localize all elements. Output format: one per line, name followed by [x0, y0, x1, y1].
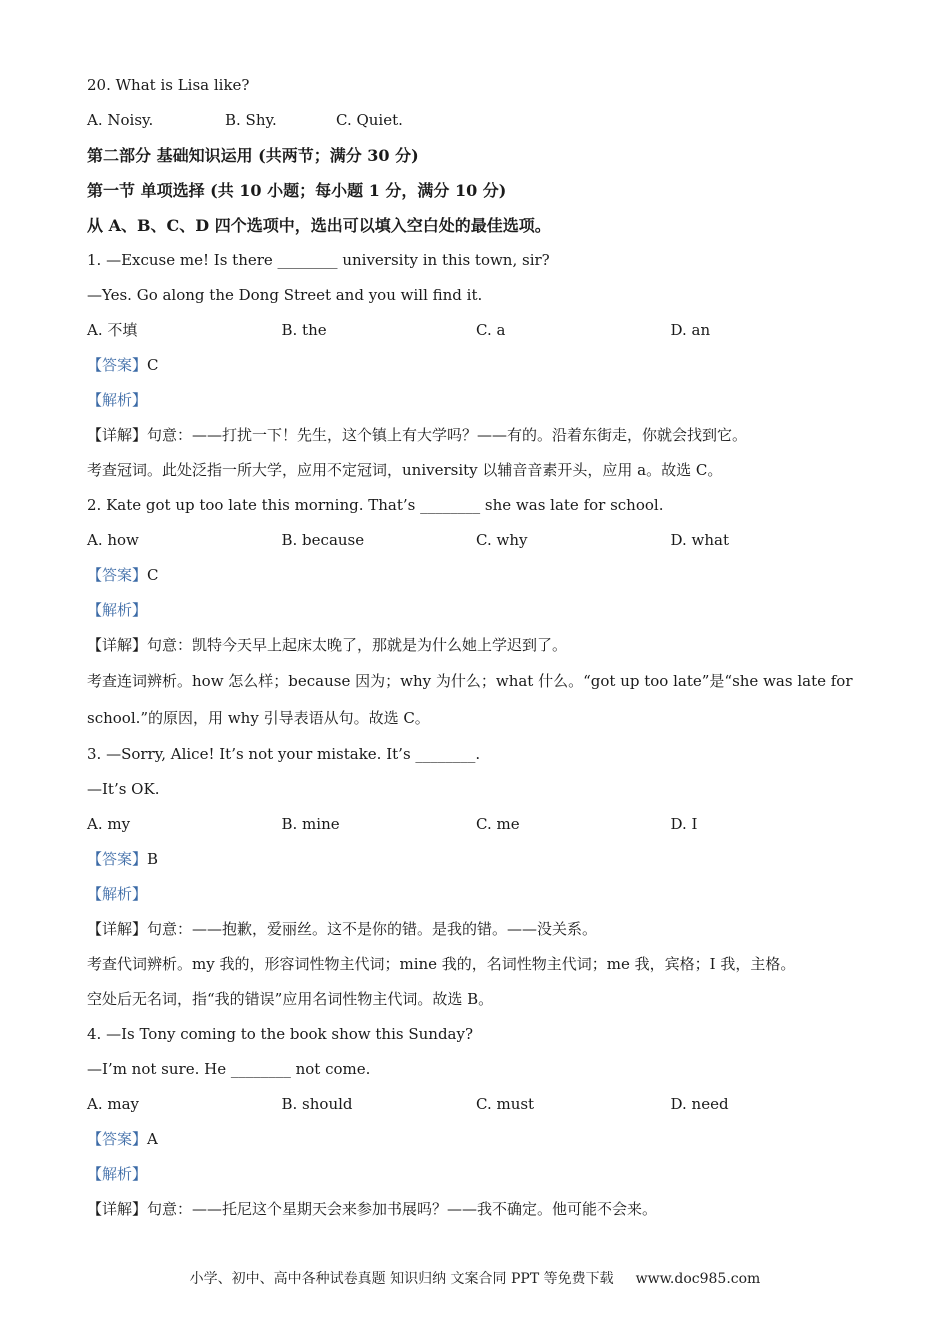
question-options	[87, 1087, 877, 1122]
option-d: D. I	[670, 815, 698, 833]
answer-line	[87, 348, 877, 383]
question-stem: —It’s OK.	[87, 780, 160, 798]
section-title: 第一节 单项选择 (共 10 小题；每小题 1 分，满分 10 分)	[87, 181, 507, 200]
explanation-line: 空处后无名词，指“我的错误”应用名词性物主代词。故选 B。	[87, 990, 494, 1008]
question-block	[87, 1017, 877, 1227]
option-c: C. a	[476, 321, 506, 339]
analysis-tag: 【解析】	[87, 885, 148, 903]
detail-tag: 【详解】	[87, 636, 148, 654]
option-a: A. my	[87, 815, 131, 833]
analysis-tag: 【解析】	[87, 1165, 148, 1183]
option-c: C. me	[476, 815, 520, 833]
q20-option-c: C. Quiet.	[336, 111, 403, 129]
option-d: D. an	[670, 321, 711, 339]
analysis-line	[87, 383, 877, 418]
detail-tag: 【详解】	[87, 920, 148, 938]
q20-options	[87, 103, 877, 138]
option-c: C. must	[476, 1095, 535, 1113]
question-options	[87, 807, 877, 842]
question-stem: 3. —Sorry, Alice! It’s not your mistake. It’s ________.	[87, 745, 481, 763]
analysis-tag: 【解析】	[87, 391, 148, 409]
option-a: A. 不填	[87, 321, 138, 339]
explanation-line: 考查代词辨析。my 我的，形容词性物主代词；mine 我的，名词性物主代词；me 我，宾格；I 我，主格。	[87, 955, 796, 973]
question-block	[87, 243, 877, 488]
answer-value: C	[147, 566, 159, 584]
option-b: B. because	[281, 531, 365, 549]
answer-line	[87, 1122, 877, 1157]
answer-value: B	[147, 850, 159, 868]
question-stem: —Yes. Go along the Dong Street and you will find it.	[87, 286, 483, 304]
answer-tag: 【答案】	[87, 356, 148, 374]
page-footer	[0, 1268, 950, 1288]
option-b: B. should	[281, 1095, 353, 1113]
instruction: 从 A、B、C、D 四个选项中，选出可以填入空白处的最佳选项。	[87, 216, 551, 235]
detail-text: 句意：凯特今天早上起床太晚了，那就是为什么她上学迟到了。	[147, 636, 568, 654]
detail-text: 句意：——打扰一下！先生，这个镇上有大学吗？——有的。沿着东街走，你就会找到它。	[147, 426, 748, 444]
q20-option-b: B. Shy.	[225, 111, 277, 129]
part-title: 第二部分 基础知识运用 (共两节；满分 30 分)	[87, 146, 419, 165]
q20-option-a: A. Noisy.	[87, 111, 154, 129]
question-options	[87, 313, 877, 348]
detail-line	[87, 912, 877, 947]
question-stem: 2. Kate got up too late this morning. That’s ________ she was late for school.	[87, 496, 664, 514]
question-options	[87, 523, 877, 558]
detail-tag: 【详解】	[87, 426, 148, 444]
detail-tag: 【详解】	[87, 1200, 148, 1218]
explanation-line: 考查连词辨析。how 怎么样；because 因为；why 为什么；what 什么。“got up too late”是“she was late for	[87, 672, 853, 690]
analysis-line	[87, 877, 877, 912]
option-a: A. how	[87, 531, 139, 549]
document-page	[87, 68, 877, 1227]
answer-value: C	[147, 356, 159, 374]
analysis-tag: 【解析】	[87, 601, 148, 619]
analysis-line	[87, 593, 877, 628]
detail-text: 句意：——托尼这个星期天会来参加书展吗？——我不确定。他可能不会来。	[147, 1200, 658, 1218]
option-a: A. may	[87, 1095, 140, 1113]
detail-line	[87, 418, 877, 453]
answer-line	[87, 558, 877, 593]
answer-value: A	[147, 1130, 158, 1148]
question-block	[87, 488, 877, 737]
question-stem: —I’m not sure. He ________ not come.	[87, 1060, 371, 1078]
answer-tag: 【答案】	[87, 566, 148, 584]
question-stem: 1. —Excuse me! Is there ________ university in this town, sir?	[87, 251, 550, 269]
option-d: D. need	[670, 1095, 729, 1113]
q20-question: 20. What is Lisa like?	[87, 76, 250, 94]
analysis-line	[87, 1157, 877, 1192]
footer-text: 小学、初中、高中各种试卷真题 知识归纳 文案合同 PPT 等免费下载	[189, 1271, 614, 1287]
answer-line	[87, 842, 877, 877]
option-b: B. mine	[281, 815, 340, 833]
footer-url[interactable]: www.doc985.com	[635, 1271, 761, 1287]
explanation-line: school.”的原因，用 why 引导表语从句。故选 C。	[87, 709, 430, 727]
option-b: B. the	[281, 321, 327, 339]
question-block	[87, 737, 877, 1017]
option-d: D. what	[670, 531, 729, 549]
explanation-line: 考查冠词。此处泛指一所大学，应用不定冠词，university 以辅音音素开头，应用 a。故选 C。	[87, 461, 723, 479]
question-stem: 4. —Is Tony coming to the book show this Sunday?	[87, 1025, 474, 1043]
detail-line	[87, 628, 877, 663]
answer-tag: 【答案】	[87, 850, 148, 868]
detail-line	[87, 1192, 877, 1227]
option-c: C. why	[476, 531, 528, 549]
answer-tag: 【答案】	[87, 1130, 148, 1148]
detail-text: 句意：——抱歉，爱丽丝。这不是你的错。是我的错。——没关系。	[147, 920, 598, 938]
